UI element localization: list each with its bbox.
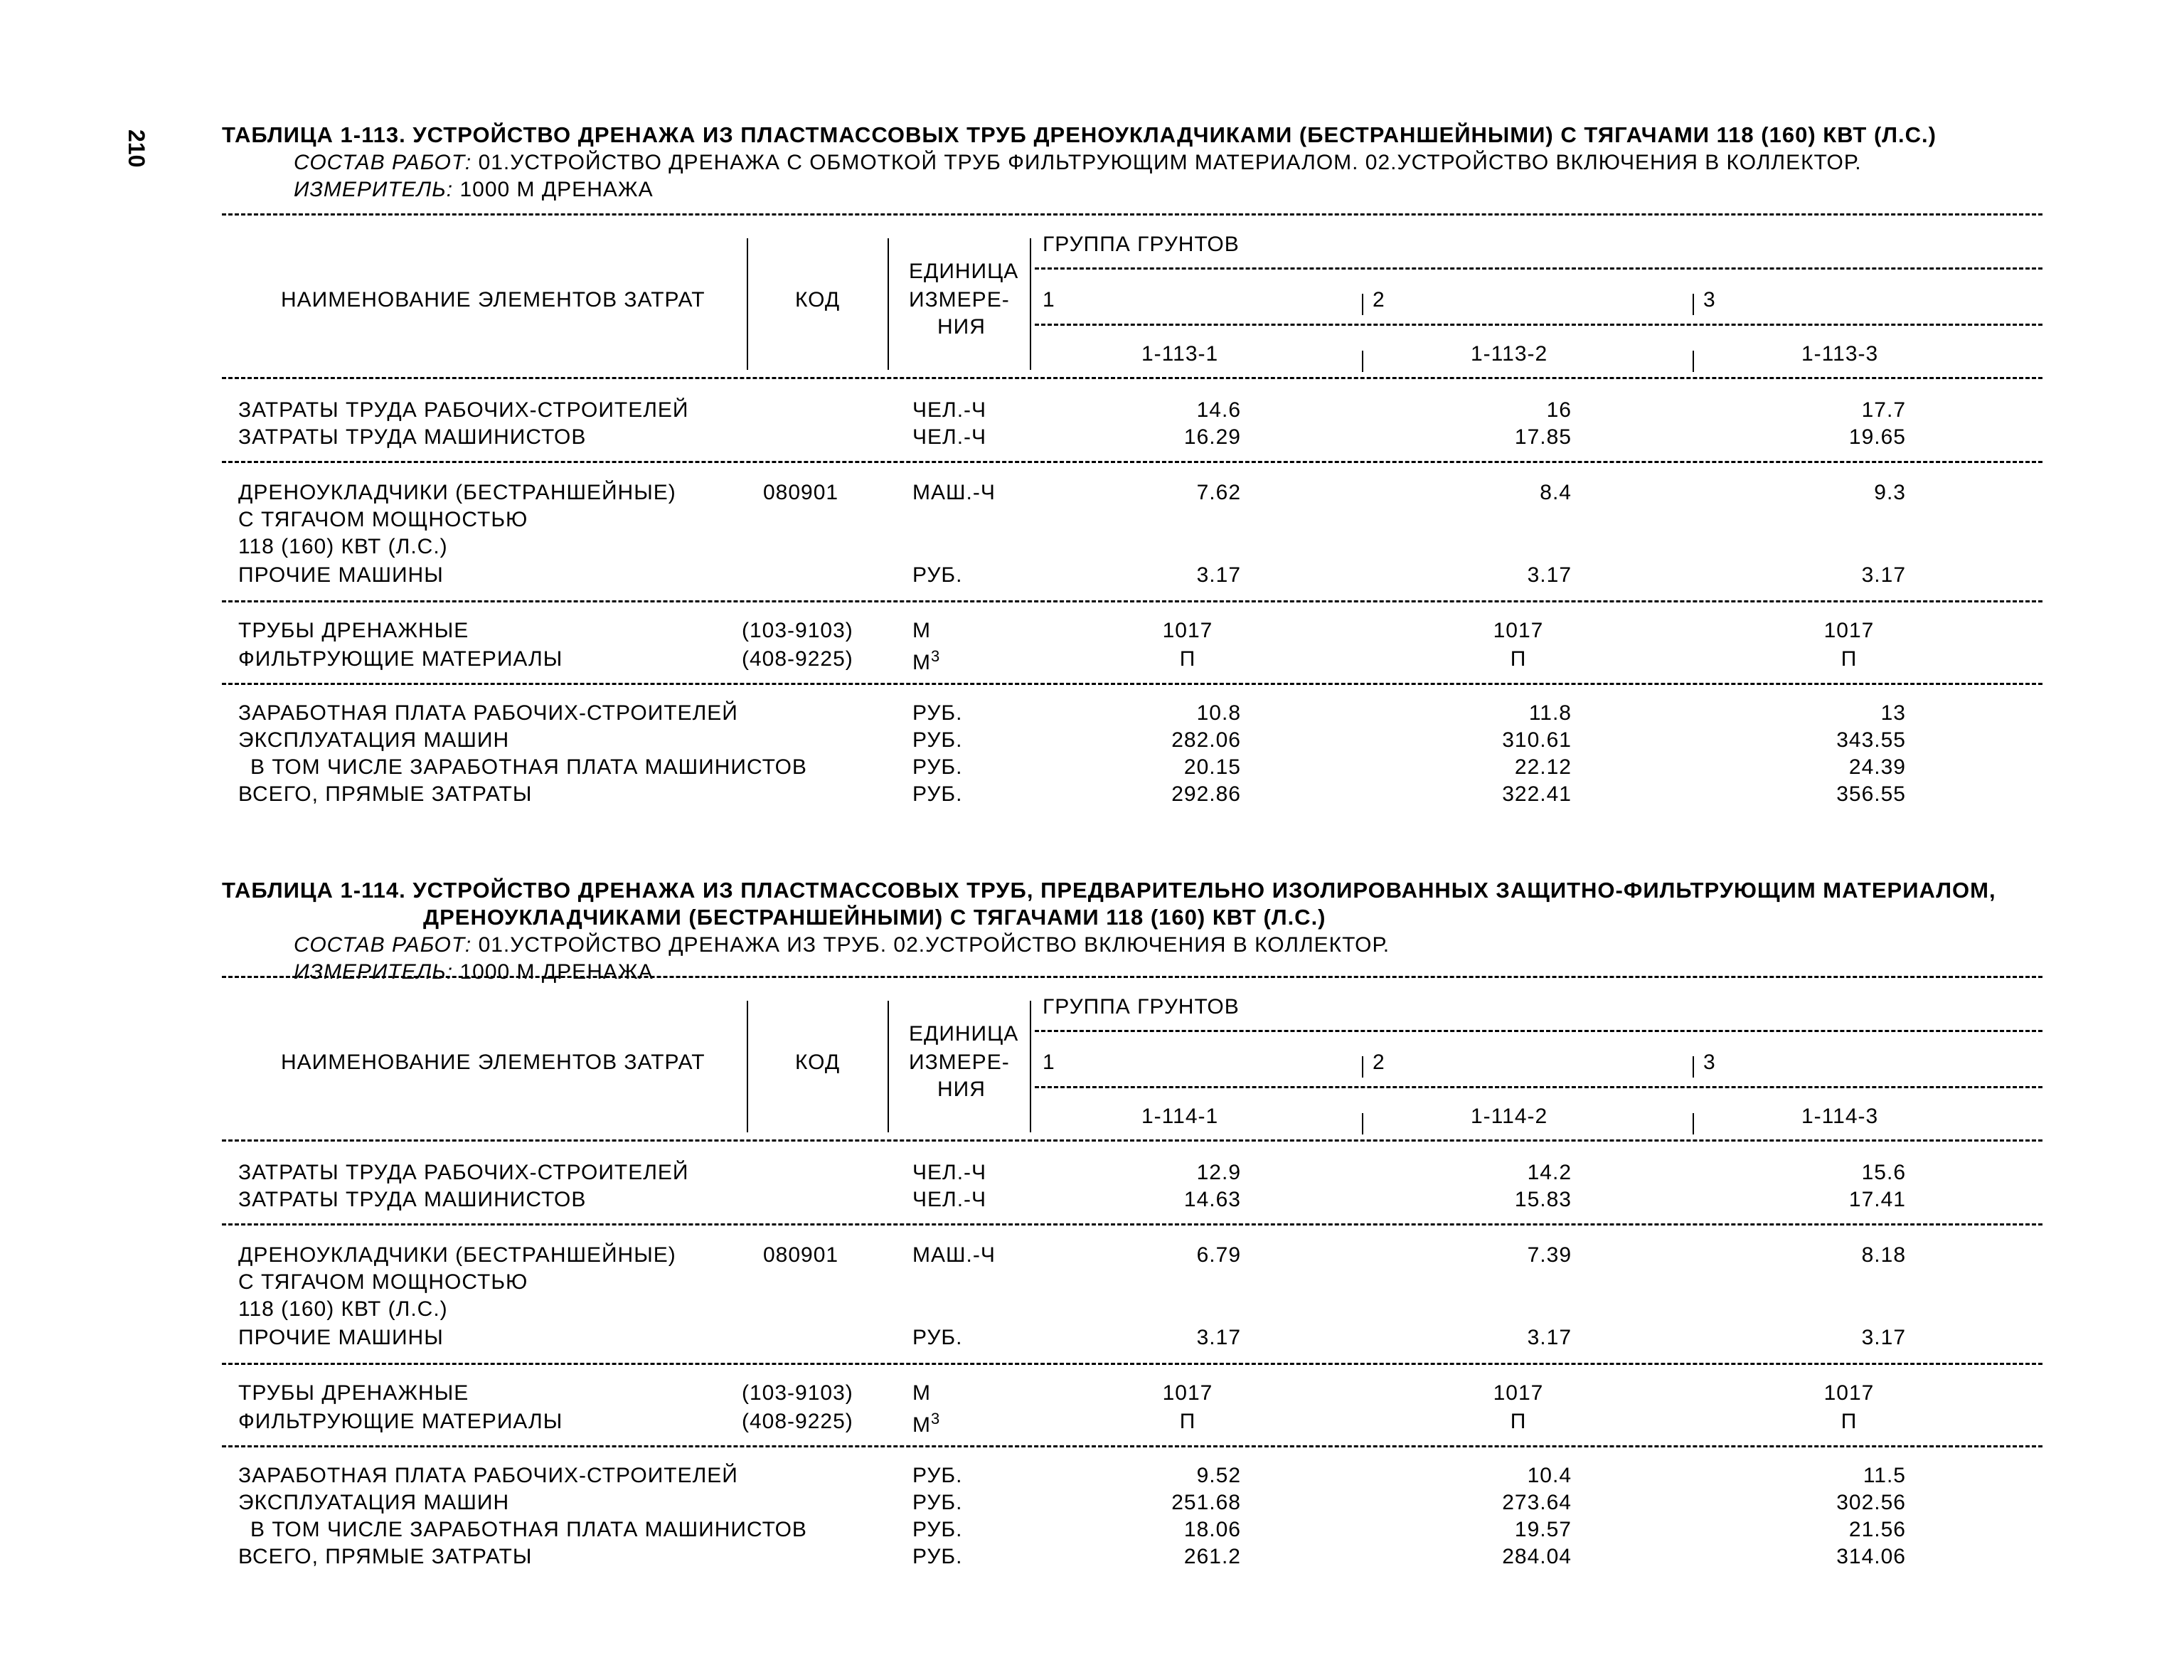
rule-section: [222, 600, 2042, 602]
row-name: ТРУБЫ ДРЕНАЖНЫЕ: [238, 619, 469, 642]
measure: [294, 960, 654, 984]
rule-header-bottom: [222, 1139, 2042, 1142]
page-number: 210: [124, 129, 149, 168]
row-name: ФИЛЬТРУЮЩИЕ МАТЕРИАЛЫ: [238, 647, 563, 671]
col-divider: [747, 1001, 748, 1132]
row-name-cont: 118 (160) КВТ (Л.С.): [238, 535, 448, 558]
row-unit: РУБ.: [912, 1518, 963, 1541]
unit-text: М: [912, 651, 931, 674]
rule-header-bottom: [222, 377, 2042, 379]
row-value: 273.64: [1502, 1491, 1572, 1514]
row-unit: ЧЕЛ.-Ч: [912, 1188, 987, 1211]
unit-sup: 3: [931, 1410, 941, 1428]
row-unit: РУБ.: [912, 782, 963, 806]
row-name: ВСЕГО, ПРЯМЫЕ ЗАТРАТЫ: [238, 1545, 533, 1568]
row-value: 19.65: [1848, 425, 1906, 449]
row-name: ЗАТРАТЫ ТРУДА МАШИНИСТОВ: [238, 1188, 587, 1211]
row-name: ЗАРАБОТНАЯ ПЛАТА РАБОЧИХ-СТРОИТЕЛЕЙ: [238, 701, 738, 725]
row-value: 9.3: [1874, 481, 1906, 504]
row-unit: РУБ.: [912, 728, 963, 752]
measure-label: ИЗМЕРИТЕЛЬ:: [294, 178, 454, 201]
work-composition: [294, 151, 1862, 175]
row-value: 16: [1546, 398, 1572, 422]
header-g2: 2: [1373, 1051, 1385, 1074]
measure-text: 1000 М ДРЕНАЖА: [459, 960, 654, 984]
header-g1: 1: [1043, 1051, 1055, 1074]
row-value: 292.86: [1171, 782, 1241, 806]
row-unit: МАШ.-Ч: [912, 481, 996, 504]
header-col-3: 1-114-3: [1801, 1105, 1879, 1128]
row-value: 14.2: [1527, 1161, 1572, 1184]
header-col-2: 1-113-2: [1471, 342, 1548, 366]
row-value: 343.55: [1836, 728, 1906, 752]
row-value: 310.61: [1502, 728, 1572, 752]
row-name-cont: 118 (160) КВТ (Л.С.): [238, 1297, 448, 1321]
header-unit-3: НИЯ: [937, 315, 986, 339]
unit-sup: 3: [931, 647, 941, 665]
header-g1: 1: [1043, 288, 1055, 312]
col-divider: [1362, 1056, 1363, 1078]
header-code: КОД: [795, 288, 841, 312]
row-value: 314.06: [1836, 1545, 1906, 1568]
rule-section: [222, 683, 2042, 685]
header-col-1: 1-114-1: [1141, 1105, 1219, 1128]
rule-section: [222, 1363, 2042, 1365]
header-unit-2: ИЗМЕРЕ-: [909, 1051, 1010, 1074]
row-value: 11.5: [1863, 1464, 1906, 1487]
row-value: 261.2: [1183, 1545, 1241, 1568]
measure-label: ИЗМЕРИТЕЛЬ:: [294, 960, 454, 984]
row-value: 1017: [1493, 1381, 1544, 1405]
row-value: 20.15: [1183, 755, 1241, 779]
row-code: (103-9103): [742, 619, 853, 642]
unit-text: М: [912, 1413, 931, 1437]
row-name: ЭКСПЛУАТАЦИЯ МАШИН: [238, 1491, 510, 1514]
header-name: НАИМЕНОВАНИЕ ЭЛЕМЕНТОВ ЗАТРАТ: [281, 288, 705, 312]
row-value: 14.63: [1183, 1188, 1241, 1211]
row-unit: ЧЕЛ.-Ч: [912, 1161, 987, 1184]
col-divider: [888, 238, 889, 370]
row-value: 21.56: [1848, 1518, 1906, 1541]
header-col-2: 1-114-2: [1471, 1105, 1548, 1128]
row-value: 16.29: [1183, 425, 1241, 449]
header-unit-1: ЕДИНИЦА: [909, 260, 1019, 283]
row-code: 080901: [763, 1243, 839, 1267]
row-unit: РУБ.: [912, 1326, 963, 1349]
row-name: ФИЛЬТРУЮЩИЕ МАТЕРИАЛЫ: [238, 1410, 563, 1433]
row-value: П: [1510, 647, 1527, 671]
row-name: ТРУБЫ ДРЕНАЖНЫЕ: [238, 1381, 469, 1405]
rule-group: [1035, 1030, 2042, 1032]
row-name: ЗАТРАТЫ ТРУДА РАБОЧИХ-СТРОИТЕЛЕЙ: [238, 1161, 689, 1184]
row-unit: МАШ.-Ч: [912, 1243, 996, 1267]
header-g2: 2: [1373, 288, 1385, 312]
row-value: 3.17: [1196, 563, 1241, 587]
col-divider: [1693, 351, 1694, 372]
row-value: 3.17: [1196, 1326, 1241, 1349]
header-col-3: 1-113-3: [1801, 342, 1879, 366]
work-text: 01.УСТРОЙСТВО ДРЕНАЖА ИЗ ТРУБ. 02.УСТРОЙСТВО ВКЛЮЧЕНИЯ В КОЛЛЕКТОР.: [478, 933, 1390, 957]
row-value: 13: [1880, 701, 1906, 725]
row-name: ЗАТРАТЫ ТРУДА РАБОЧИХ-СТРОИТЕЛЕЙ: [238, 398, 689, 422]
header-code: КОД: [795, 1051, 841, 1074]
row-name: ДРЕНОУКЛАДЧИКИ (БЕСТРАНШЕЙНЫЕ): [238, 1243, 676, 1267]
header-unit-1: ЕДИНИЦА: [909, 1022, 1019, 1046]
row-value: П: [1841, 1410, 1858, 1433]
row-value: 1017: [1493, 619, 1544, 642]
work-label: СОСТАВ РАБОТ:: [294, 151, 472, 174]
row-value: 24.39: [1848, 755, 1906, 779]
row-value: 10.4: [1527, 1464, 1572, 1487]
row-value: 17.7: [1861, 398, 1906, 422]
row-name-cont: С ТЯГАЧОМ МОЩНОСТЬЮ: [238, 508, 528, 531]
row-unit: РУБ.: [912, 1545, 963, 1568]
col-divider: [1030, 1001, 1031, 1132]
row-value: 3.17: [1527, 563, 1572, 587]
row-value: 9.52: [1196, 1464, 1241, 1487]
row-value: П: [1841, 647, 1858, 671]
col-divider: [1693, 1113, 1694, 1134]
row-value: 19.57: [1514, 1518, 1572, 1541]
row-value: 8.4: [1540, 481, 1572, 504]
row-value: 3.17: [1861, 1326, 1906, 1349]
row-value: П: [1179, 1410, 1196, 1433]
header-unit-2: ИЗМЕРЕ-: [909, 288, 1010, 312]
rule-group: [1035, 267, 2042, 270]
row-value: 14.6: [1196, 398, 1241, 422]
row-code: (408-9225): [742, 647, 853, 671]
rule-subgroup: [1035, 1086, 2042, 1088]
row-value: 18.06: [1183, 1518, 1241, 1541]
row-unit: [912, 1410, 940, 1437]
row-value: 8.18: [1861, 1243, 1906, 1267]
row-name: ЭКСПЛУАТАЦИЯ МАШИН: [238, 728, 510, 752]
col-divider: [1362, 351, 1363, 372]
row-value: 251.68: [1171, 1491, 1241, 1514]
row-value: 15.83: [1514, 1188, 1572, 1211]
row-value: 11.8: [1528, 701, 1572, 725]
header-col-1: 1-113-1: [1141, 342, 1219, 366]
col-divider: [1030, 238, 1031, 370]
row-value: 17.41: [1848, 1188, 1906, 1211]
row-unit: РУБ.: [912, 1464, 963, 1487]
col-divider: [1362, 294, 1363, 315]
rule-section: [222, 1445, 2042, 1447]
col-divider: [1693, 1056, 1694, 1078]
col-divider: [1693, 294, 1694, 315]
row-name-cont: С ТЯГАЧОМ МОЩНОСТЬЮ: [238, 1270, 528, 1294]
row-value: 10.8: [1196, 701, 1241, 725]
work-composition: [294, 933, 1390, 957]
header-g3: 3: [1703, 1051, 1716, 1074]
row-unit: РУБ.: [912, 563, 963, 587]
row-code: (408-9225): [742, 1410, 853, 1433]
row-name: ЗАРАБОТНАЯ ПЛАТА РАБОЧИХ-СТРОИТЕЛЕЙ: [238, 1464, 738, 1487]
row-value: П: [1179, 647, 1196, 671]
row-value: 3.17: [1861, 563, 1906, 587]
rule-subgroup: [1035, 324, 2042, 326]
row-value: 356.55: [1836, 782, 1906, 806]
header-name: НАИМЕНОВАНИЕ ЭЛЕМЕНТОВ ЗАТРАТ: [281, 1051, 705, 1074]
work-text: 01.УСТРОЙСТВО ДРЕНАЖА С ОБМОТКОЙ ТРУБ ФИЛЬТРУЮЩИМ МАТЕРИАЛОМ. 02.УСТРОЙСТВО ВКЛЮЧЕНИЯ В КОЛЛЕКТОР.: [478, 151, 1862, 174]
row-value: 7.39: [1527, 1243, 1572, 1267]
row-name: ПРОЧИЕ МАШИНЫ: [238, 563, 444, 587]
rule-section: [222, 461, 2042, 463]
row-value: 6.79: [1196, 1243, 1241, 1267]
row-unit: [912, 647, 940, 675]
table-title-line2: ДРЕНОУКЛАДЧИКАМИ (БЕСТРАНШЕЙНЫМИ) С ТЯГАЧАМИ 118 (160) КВТ (Л.С.): [423, 905, 1326, 930]
row-unit: ЧЕЛ.-Ч: [912, 398, 987, 422]
work-label: СОСТАВ РАБОТ:: [294, 933, 472, 957]
row-value: 1017: [1162, 619, 1213, 642]
row-value: 22.12: [1514, 755, 1572, 779]
table-title: ТАБЛИЦА 1-113. УСТРОЙСТВО ДРЕНАЖА ИЗ ПЛАСТМАССОВЫХ ТРУБ ДРЕНОУКЛАДЧИКАМИ (БЕСТРАНШЕЙНЫМИ) С ТЯГАЧАМИ 118 (160) КВТ (Л.С.): [222, 122, 1937, 147]
row-value: П: [1510, 1410, 1527, 1433]
row-unit: М: [912, 619, 931, 642]
col-divider: [888, 1001, 889, 1132]
row-name: ВСЕГО, ПРЯМЫЕ ЗАТРАТЫ: [238, 782, 533, 806]
row-value: 3.17: [1527, 1326, 1572, 1349]
row-value: 322.41: [1502, 782, 1572, 806]
row-value: 17.85: [1514, 425, 1572, 449]
header-group: ГРУППА ГРУНТОВ: [1043, 233, 1240, 256]
header-group: ГРУППА ГРУНТОВ: [1043, 995, 1240, 1019]
row-unit: РУБ.: [912, 701, 963, 725]
row-unit: РУБ.: [912, 755, 963, 779]
row-unit: М: [912, 1381, 931, 1405]
measure-text: 1000 М ДРЕНАЖА: [459, 178, 654, 201]
rule-section: [222, 1223, 2042, 1226]
row-code: 080901: [763, 481, 839, 504]
header-unit-3: НИЯ: [937, 1078, 986, 1101]
row-value: 1017: [1823, 619, 1875, 642]
row-name: ПРОЧИЕ МАШИНЫ: [238, 1326, 444, 1349]
table-title: ТАБЛИЦА 1-114. УСТРОЙСТВО ДРЕНАЖА ИЗ ПЛАСТМАССОВЫХ ТРУБ, ПРЕДВАРИТЕЛЬНО ИЗОЛИРОВАННЫХ ЗАЩИТНО-ФИЛЬТРУЮЩИМ МАТЕРИАЛОМ,: [222, 878, 1996, 903]
rule-top: [222, 213, 2042, 216]
row-name: ДРЕНОУКЛАДЧИКИ (БЕСТРАНШЕЙНЫЕ): [238, 481, 676, 504]
row-name: ЗАТРАТЫ ТРУДА МАШИНИСТОВ: [238, 425, 587, 449]
row-value: 1017: [1823, 1381, 1875, 1405]
col-divider: [747, 238, 748, 370]
measure: [294, 178, 654, 202]
row-name: В ТОМ ЧИСЛЕ ЗАРАБОТНАЯ ПЛАТА МАШИНИСТОВ: [250, 755, 807, 779]
row-value: 302.56: [1836, 1491, 1906, 1514]
rule-top: [222, 976, 2042, 978]
row-value: 284.04: [1502, 1545, 1572, 1568]
row-name: В ТОМ ЧИСЛЕ ЗАРАБОТНАЯ ПЛАТА МАШИНИСТОВ: [250, 1518, 807, 1541]
row-value: 15.6: [1861, 1161, 1906, 1184]
row-value: 282.06: [1171, 728, 1241, 752]
row-code: (103-9103): [742, 1381, 853, 1405]
row-value: 12.9: [1196, 1161, 1241, 1184]
row-value: 1017: [1162, 1381, 1213, 1405]
header-g3: 3: [1703, 288, 1716, 312]
row-unit: РУБ.: [912, 1491, 963, 1514]
col-divider: [1362, 1113, 1363, 1134]
row-value: 7.62: [1196, 481, 1241, 504]
row-unit: ЧЕЛ.-Ч: [912, 425, 987, 449]
